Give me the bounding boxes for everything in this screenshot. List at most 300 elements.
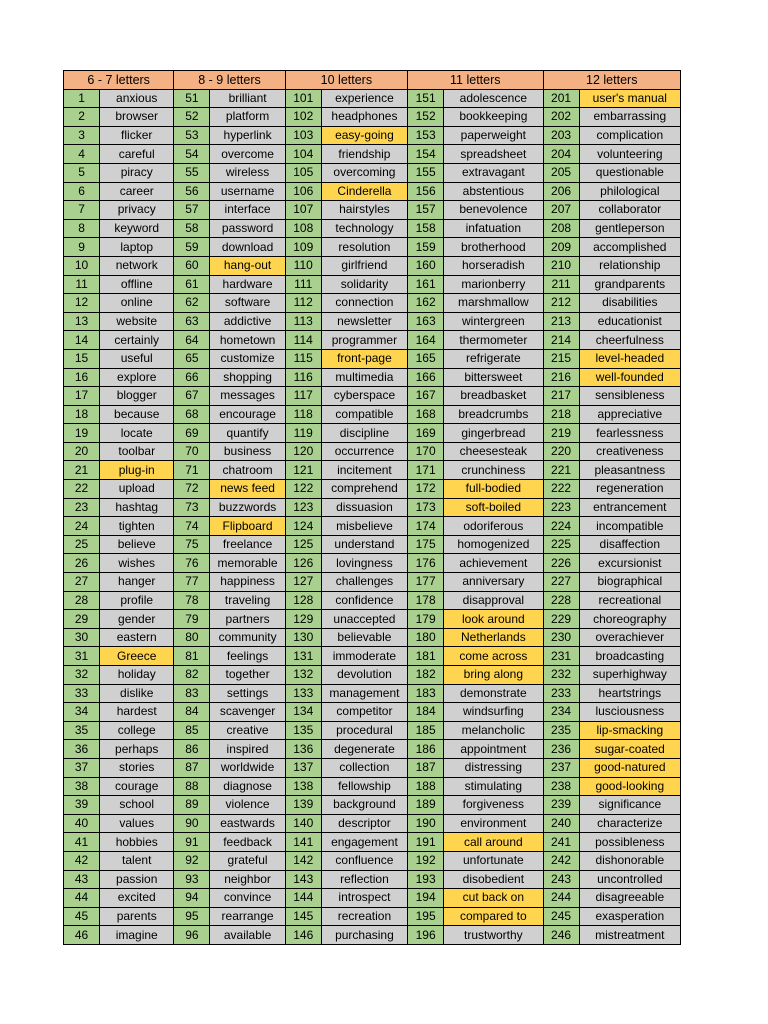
word-cell: hanger [100,573,174,592]
word-cell: introspect [321,889,407,908]
word-number: 165 [408,349,444,368]
word-number: 2 [64,108,100,127]
word-cell: competitor [321,703,407,722]
word-cell: sensibleness [579,387,680,406]
word-cell: freelance [210,535,285,554]
word-number: 173 [408,498,444,517]
word-number: 231 [543,647,579,666]
word-cell: bittersweet [444,368,543,387]
word-number: 120 [285,442,321,461]
word-cell-highlighted: cut back on [444,889,543,908]
table-row [64,573,681,592]
word-number: 154 [408,145,444,164]
column-header-8-9-letters: 8 - 9 letters [174,71,285,90]
word-cell-highlighted: user's manual [579,89,680,108]
table-body [64,89,681,944]
word-number: 177 [408,573,444,592]
word-cell: exasperation [579,907,680,926]
word-cell: occurrence [321,442,407,461]
word-number: 63 [174,312,210,331]
word-cell: connection [321,294,407,313]
word-cell: management [321,684,407,703]
word-cell: cheerfulness [579,331,680,350]
word-cell: violence [210,796,285,815]
word-number: 76 [174,554,210,573]
word-number: 195 [408,907,444,926]
word-cell: anniversary [444,573,543,592]
column-header-10-letters: 10 letters [285,71,407,90]
word-number: 68 [174,405,210,424]
word-cell: hometown [210,331,285,350]
table-row [64,498,681,517]
word-number: 157 [408,201,444,220]
word-number: 58 [174,219,210,238]
word-cell: download [210,238,285,257]
word-cell: incitement [321,461,407,480]
word-number: 57 [174,201,210,220]
word-number: 152 [408,108,444,127]
word-number: 189 [408,796,444,815]
word-number: 19 [64,424,100,443]
word-number: 163 [408,312,444,331]
word-cell: crunchiness [444,461,543,480]
word-number: 140 [285,814,321,833]
word-cell: adolescence [444,89,543,108]
word-number: 188 [408,777,444,796]
word-number: 101 [285,89,321,108]
table-row [64,480,681,499]
word-number: 7 [64,201,100,220]
table-row [64,368,681,387]
word-cell: chatroom [210,461,285,480]
word-cell: breadbasket [444,387,543,406]
word-cell: hashtag [100,498,174,517]
word-number: 136 [285,740,321,759]
word-number: 181 [408,647,444,666]
word-cell: fearlessness [579,424,680,443]
word-number: 160 [408,256,444,275]
word-number: 184 [408,703,444,722]
word-cell: questionable [579,163,680,182]
word-cell: benevolence [444,201,543,220]
word-number: 72 [174,480,210,499]
word-number: 222 [543,480,579,499]
word-number: 187 [408,758,444,777]
word-number: 192 [408,851,444,870]
word-cell: procedural [321,721,407,740]
word-cell-highlighted: lip-smacking [579,721,680,740]
word-cell: bookkeeping [444,108,543,127]
word-number: 131 [285,647,321,666]
word-cell: platform [210,108,285,127]
table-row [64,387,681,406]
table-row [64,554,681,573]
word-cell: disabilities [579,294,680,313]
word-cell: headphones [321,108,407,127]
word-cell: heartstrings [579,684,680,703]
word-cell: regeneration [579,480,680,499]
word-number: 206 [543,182,579,201]
word-number: 225 [543,535,579,554]
word-cell: blogger [100,387,174,406]
word-number: 114 [285,331,321,350]
word-cell: community [210,628,285,647]
word-number: 106 [285,182,321,201]
word-cell: superhighway [579,666,680,685]
table-row [64,684,681,703]
word-number: 44 [64,889,100,908]
word-number: 201 [543,89,579,108]
word-cell: confluence [321,851,407,870]
word-number: 202 [543,108,579,127]
word-cell: marshmallow [444,294,543,313]
word-cell: overcoming [321,163,407,182]
word-number: 85 [174,721,210,740]
word-cell-highlighted: plug-in [100,461,174,480]
word-cell: broadcasting [579,647,680,666]
word-number: 8 [64,219,100,238]
word-number: 39 [64,796,100,815]
word-number: 212 [543,294,579,313]
word-number: 91 [174,833,210,852]
word-cell: happiness [210,573,285,592]
word-cell: lusciousness [579,703,680,722]
word-number: 218 [543,405,579,424]
word-cell: excursionist [579,554,680,573]
column-header-6-7-letters: 6 - 7 letters [64,71,174,90]
word-cell: challenges [321,573,407,592]
word-number: 230 [543,628,579,647]
word-number: 16 [64,368,100,387]
word-number: 103 [285,126,321,145]
word-number: 164 [408,331,444,350]
word-number: 159 [408,238,444,257]
word-number: 158 [408,219,444,238]
word-number: 119 [285,424,321,443]
word-cell-highlighted: front-page [321,349,407,368]
word-number: 207 [543,201,579,220]
word-number: 20 [64,442,100,461]
table-row [64,182,681,201]
word-cell: courage [100,777,174,796]
table-row [64,628,681,647]
word-cell: discipline [321,424,407,443]
word-number: 244 [543,889,579,908]
word-cell: engagement [321,833,407,852]
word-number: 59 [174,238,210,257]
word-cell: hairstyles [321,201,407,220]
table-row [64,424,681,443]
table-row [64,349,681,368]
word-number: 214 [543,331,579,350]
word-cell: misbelieve [321,517,407,536]
word-cell: gender [100,610,174,629]
word-cell: customize [210,349,285,368]
word-number: 92 [174,851,210,870]
table-row [64,647,681,666]
word-number: 25 [64,535,100,554]
word-cell: stimulating [444,777,543,796]
table-row [64,758,681,777]
word-cell: collaborator [579,201,680,220]
word-number: 81 [174,647,210,666]
word-cell: password [210,219,285,238]
word-number: 66 [174,368,210,387]
word-number: 78 [174,591,210,610]
word-number: 125 [285,535,321,554]
word-cell: interface [210,201,285,220]
word-cell: talent [100,851,174,870]
word-cell-highlighted: sugar-coated [579,740,680,759]
word-cell-highlighted: Greece [100,647,174,666]
table-row [64,219,681,238]
table-row [64,907,681,926]
word-cell: purchasing [321,926,407,945]
word-cell: understand [321,535,407,554]
word-number: 52 [174,108,210,127]
word-cell: girlfriend [321,256,407,275]
word-cell-highlighted: hang-out [210,256,285,275]
word-cell: eastwards [210,814,285,833]
word-cell: dishonorable [579,851,680,870]
word-number: 133 [285,684,321,703]
word-number: 208 [543,219,579,238]
table-row [64,833,681,852]
word-number: 42 [64,851,100,870]
word-cell: friendship [321,145,407,164]
word-cell: wishes [100,554,174,573]
word-cell: breadcrumbs [444,405,543,424]
word-number: 166 [408,368,444,387]
word-number: 31 [64,647,100,666]
word-number: 54 [174,145,210,164]
word-cell: certainly [100,331,174,350]
word-number: 205 [543,163,579,182]
word-cell: lovingness [321,554,407,573]
table-row [64,591,681,610]
word-number: 175 [408,535,444,554]
word-number: 118 [285,405,321,424]
word-number: 93 [174,870,210,889]
word-number: 190 [408,814,444,833]
word-number: 243 [543,870,579,889]
word-cell: available [210,926,285,945]
word-number: 35 [64,721,100,740]
column-header-12-letters: 12 letters [543,71,681,90]
word-number: 102 [285,108,321,127]
word-cell-highlighted: Cinderella [321,182,407,201]
header-row [64,71,681,90]
word-cell: creative [210,721,285,740]
word-number: 94 [174,889,210,908]
word-number: 141 [285,833,321,852]
word-number: 37 [64,758,100,777]
word-cell: significance [579,796,680,815]
word-cell: profile [100,591,174,610]
word-number: 240 [543,814,579,833]
word-number: 108 [285,219,321,238]
word-number: 123 [285,498,321,517]
word-cell: homogenized [444,535,543,554]
word-cell: accomplished [579,238,680,257]
word-cell: cyberspace [321,387,407,406]
table-row [64,777,681,796]
word-cell: compatible [321,405,407,424]
word-cell: excited [100,889,174,908]
word-cell: overcome [210,145,285,164]
word-number: 229 [543,610,579,629]
word-cell: mistreatment [579,926,680,945]
word-cell: parents [100,907,174,926]
word-number: 236 [543,740,579,759]
word-number: 71 [174,461,210,480]
word-cell: refrigerate [444,349,543,368]
word-number: 224 [543,517,579,536]
word-number: 196 [408,926,444,945]
word-cell: software [210,294,285,313]
word-cell: unaccepted [321,610,407,629]
table-row [64,163,681,182]
word-cell: infatuation [444,219,543,238]
word-number: 10 [64,256,100,275]
word-cell: believable [321,628,407,647]
word-number: 179 [408,610,444,629]
word-number: 122 [285,480,321,499]
word-cell: stories [100,758,174,777]
word-number: 113 [285,312,321,331]
word-cell: hardest [100,703,174,722]
word-number: 117 [285,387,321,406]
word-number: 215 [543,349,579,368]
word-cell: appreciative [579,405,680,424]
word-number: 219 [543,424,579,443]
word-cell-highlighted: soft-boiled [444,498,543,517]
word-number: 162 [408,294,444,313]
word-number: 3 [64,126,100,145]
word-number: 112 [285,294,321,313]
word-cell: imagine [100,926,174,945]
word-number: 29 [64,610,100,629]
word-cell: cheesesteak [444,442,543,461]
word-cell: quantify [210,424,285,443]
word-number: 170 [408,442,444,461]
word-number: 210 [543,256,579,275]
word-cell: partners [210,610,285,629]
word-cell: technology [321,219,407,238]
word-number: 14 [64,331,100,350]
word-cell: feedback [210,833,285,852]
word-number: 167 [408,387,444,406]
word-cell: characterize [579,814,680,833]
word-number: 11 [64,275,100,294]
table-row [64,610,681,629]
word-cell: collection [321,758,407,777]
word-cell: perhaps [100,740,174,759]
word-number: 26 [64,554,100,573]
table-row [64,461,681,480]
word-cell: background [321,796,407,815]
word-cell: unfortunate [444,851,543,870]
word-number: 80 [174,628,210,647]
word-number: 55 [174,163,210,182]
word-number: 23 [64,498,100,517]
word-number: 168 [408,405,444,424]
word-number: 142 [285,851,321,870]
word-cell: locate [100,424,174,443]
table-row [64,442,681,461]
word-cell: volunteering [579,145,680,164]
word-number: 220 [543,442,579,461]
word-number: 151 [408,89,444,108]
word-number: 87 [174,758,210,777]
word-cell: philological [579,182,680,201]
word-number: 5 [64,163,100,182]
word-number: 191 [408,833,444,852]
word-cell: grandparents [579,275,680,294]
word-cell: career [100,182,174,201]
word-cell: passion [100,870,174,889]
word-cell: wintergreen [444,312,543,331]
word-cell: pleasantness [579,461,680,480]
word-number: 65 [174,349,210,368]
word-cell: school [100,796,174,815]
word-cell: horseradish [444,256,543,275]
table-row [64,89,681,108]
word-cell: anxious [100,89,174,108]
word-cell-highlighted: good-looking [579,777,680,796]
word-number: 74 [174,517,210,536]
word-cell: newsletter [321,312,407,331]
word-number: 172 [408,480,444,499]
word-number: 13 [64,312,100,331]
word-cell: appointment [444,740,543,759]
word-cell: piracy [100,163,174,182]
word-number: 56 [174,182,210,201]
word-cell: rearrange [210,907,285,926]
word-number: 137 [285,758,321,777]
word-cell-highlighted: easy-going [321,126,407,145]
word-cell: achievement [444,554,543,573]
word-cell: scavenger [210,703,285,722]
word-number: 156 [408,182,444,201]
word-cell: melancholic [444,721,543,740]
word-cell: disobedient [444,870,543,889]
table-row [64,294,681,313]
word-number: 34 [64,703,100,722]
word-number: 234 [543,703,579,722]
word-cell: overachiever [579,628,680,647]
word-cell: recreational [579,591,680,610]
word-cell: fellowship [321,777,407,796]
word-number: 61 [174,275,210,294]
word-cell: disaffection [579,535,680,554]
word-number: 239 [543,796,579,815]
word-number: 36 [64,740,100,759]
table-row [64,851,681,870]
word-cell: choreography [579,610,680,629]
word-cell: settings [210,684,285,703]
word-cell: forgiveness [444,796,543,815]
word-number: 238 [543,777,579,796]
table-row [64,331,681,350]
word-number: 129 [285,610,321,629]
word-number: 183 [408,684,444,703]
word-cell: values [100,814,174,833]
word-number: 79 [174,610,210,629]
word-number: 135 [285,721,321,740]
word-cell: thermometer [444,331,543,350]
word-cell: gentleperson [579,219,680,238]
